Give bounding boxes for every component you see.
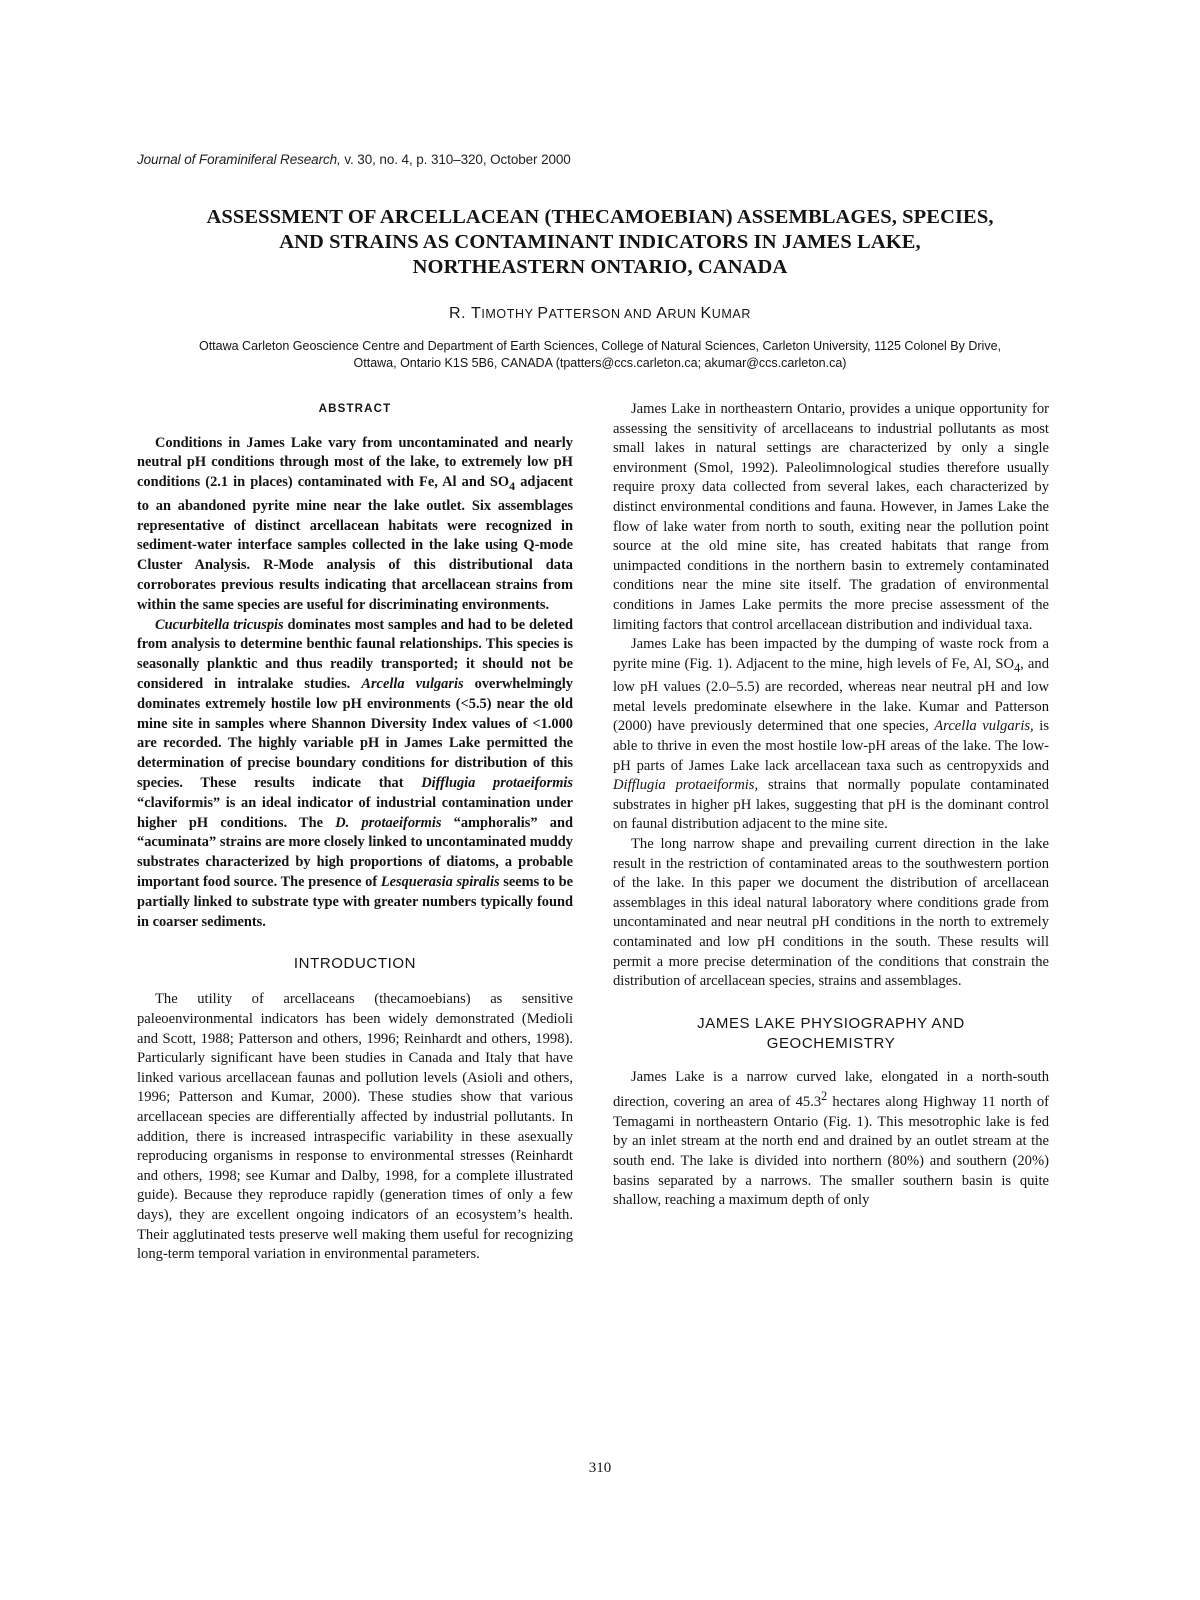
citation-details: v. 30, no. 4, p. 310–320, October 2000 [340,152,571,167]
right-column [613,400,1049,1211]
body-paragraph: James Lake in northeastern Ontario, provides a unique opportunity for assessing the sensitivity of arcellaceans to industrial pollutants as most small lakes in natural settings are characterized by only a single environment (Smol, 1992). Paleolimnological studies therefore usually require proxy data collected from several lakes, each characterized by distinct environmental conditions and fauna. However, in James Lake the flow of lake water from north to south, exiting near the pollution point source at the old mine site, has created habitats that range from unimpacted conditions in the northern basin to extremely contaminated conditions near the mine site itself. The gradation of environmental conditions in James Lake permits the more precise assessment of the limiting factors that control arcellacean distribution and individual taxa. [613,401,1049,633]
title-line: AND STRAINS AS CONTAMINANT INDICATORS IN JAMES LAKE, [279,231,921,253]
affiliation-line: Ottawa Carleton Geoscience Centre and Department of Earth Sciences, College of Natural Sciences, Carleton University, 1125 Colonel By Drive, [198,339,1001,353]
abstract-paragraph: Conditions in James Lake vary from uncontaminated and nearly neutral pH conditions through most of the lake, to extremely low pH conditions (2.1 in places) contaminated with Fe, Al and $SO_4$ adjacent to an abandoned pyrite mine near the lake outlet. Six assemblages representative of distinct arcellacean habitats were recognized in sediment-water interface samples collected in the lake using Q-mode Cluster Analysis. R-Mode analysis of this distributional data corroborates previous results indicating that arcellacean strains from within the same species are useful for discriminating environments. [137,434,573,613]
section-heading: INTRODUCTION [293,955,417,973]
abstract-section [137,400,573,932]
title-line: NORTHEASTERN ONTARIO, CANADA [412,256,788,278]
abstract-paragraph: Cucurbitella tricuspis dominates most samples and had to be deleted from analysis to determine benthic faunal relationships. This species is seasonally planktic and thus readily transported; it should not be considered in intralake studies. Arcella vulgaris overwhelmingly dominates extremely hostile low pH environments (<5.5) near the old mine site in samples where Shannon Diversity Index values of <1.000 are recorded. The highly variable pH in James Lake permitted the determination of precise boundary conditions for distribution of this species. These results indicate that Difflugia protaeiformis “claviformis” is an ideal indicator of industrial contamination under higher pH conditions. The D. protaeiformis “amphoralis” and “acuminata” strains are more closely linked to uncontaminated muddy substrates characterized by high proportions of diatoms, a probable important food source. The presence of Lesquerasia spiralis seems to be partially linked to substrate type with greater numbers typically found in coarser sediments. [137,616,573,930]
body-paragraph: The long narrow shape and prevailing current direction in the lake result in the restriction of contaminated areas to the southwestern portion of the lake. In this paper we document the distribution of arcellacean assemblages in this ideal natural laboratory where conditions grade from uncontaminated and near neutral pH conditions in the north to extremely contaminated and low pH conditions in the south. These results will permit a more precise determination of the conditions that constrain the distribution of arcellacean species, strains and assemblages. [613,835,1049,990]
author-affiliation [110,338,1090,372]
left-column [137,400,573,1265]
journal-citation [137,152,571,167]
affiliation-line: Ottawa, Ontario K1S 5B6, CANADA (tpatters@ccs.carleton.ca; akumar@ccs.carleton.ca) [353,356,847,370]
journal-name: Journal of Foraminiferal Research, [137,152,341,167]
body-paragraph: James Lake has been impacted by the dumping of waste rock from a pyrite mine (Fig. 1). Adjacent to the mine, high levels of Fe, Al, $SO_4$, and low pH values (2.0–5.5) are recorded, whereas near neutral pH and low metal levels predominate elsewhere in the lake. Kumar and Patterson (2000) have previously determined that one species, Arcella vulgaris, is able to thrive in even the most hostile low-pH areas of the lake. The low-pH parts of James Lake lack arcellacean taxa such as centropyxids and Difflugia protaeiformis, strains that normally populate contaminated substrates in higher pH lakes, suggesting that pH is the dominant control on faunal distribution adjacent to the mine site. [613,636,1050,833]
title-line: ASSESSMENT OF ARCELLACEAN (THECAMOEBIAN) ASSEMBLAGES, SPECIES, [206,206,994,228]
author-list: R. TIMOTHY PATTERSON AND ARUN KUMAR [448,305,752,322]
section-heading: JAMES LAKE PHYSIOGRAPHY AND GEOCHEMISTRY [697,1014,965,1052]
body-paragraph: The utility of arcellaceans (thecamoebians) as sensitive paleoenvironmental indicators has been widely demonstrated (Medioli and Scott, 1988; Patterson and others, 1996; Reinhardt and others, 1998). Particularly significant have been studies in Canada and Italy that have linked various arcellacean faunas and pollution levels (Asioli and others, 1996; Patterson and Kumar, 2000). These studies show that various arcellacean species are differentially affected by industrial pollutants. In addition, there is increased intraspecific variability in these asexually reproducing organisms in response to environmental stresses (Reinhardt and others, 1998; see Kumar and Dalby, 1998, for a complete illustrated guide). Because they reproduce rapidly (generation times of only a few days), they are excellent ongoing indicators of an ecosystem’s health. Their agglutinated tests preserve well making them useful for recognizing long-term temporal variation in environmental parameters. [137,991,573,1263]
page-number: 310 [588,1460,612,1476]
body-paragraph: James Lake is a narrow curved lake, elongated in a north-south direction, covering an area of 45.3$^2$ hectares along Highway 11 north of Temagami in northeastern Ontario (Fig. 1). This mesotrophic lake is fed by an inlet stream at the north end and drained by an outlet stream at the south end. The lake is divided into northern (80%) and southern (20%) basins separated by a narrows. The smaller southern basin is quite shallow, reaching a maximum depth of only [613,1068,1049,1209]
abstract-heading: ABSTRACT [318,403,392,415]
article-title [110,205,1090,280]
